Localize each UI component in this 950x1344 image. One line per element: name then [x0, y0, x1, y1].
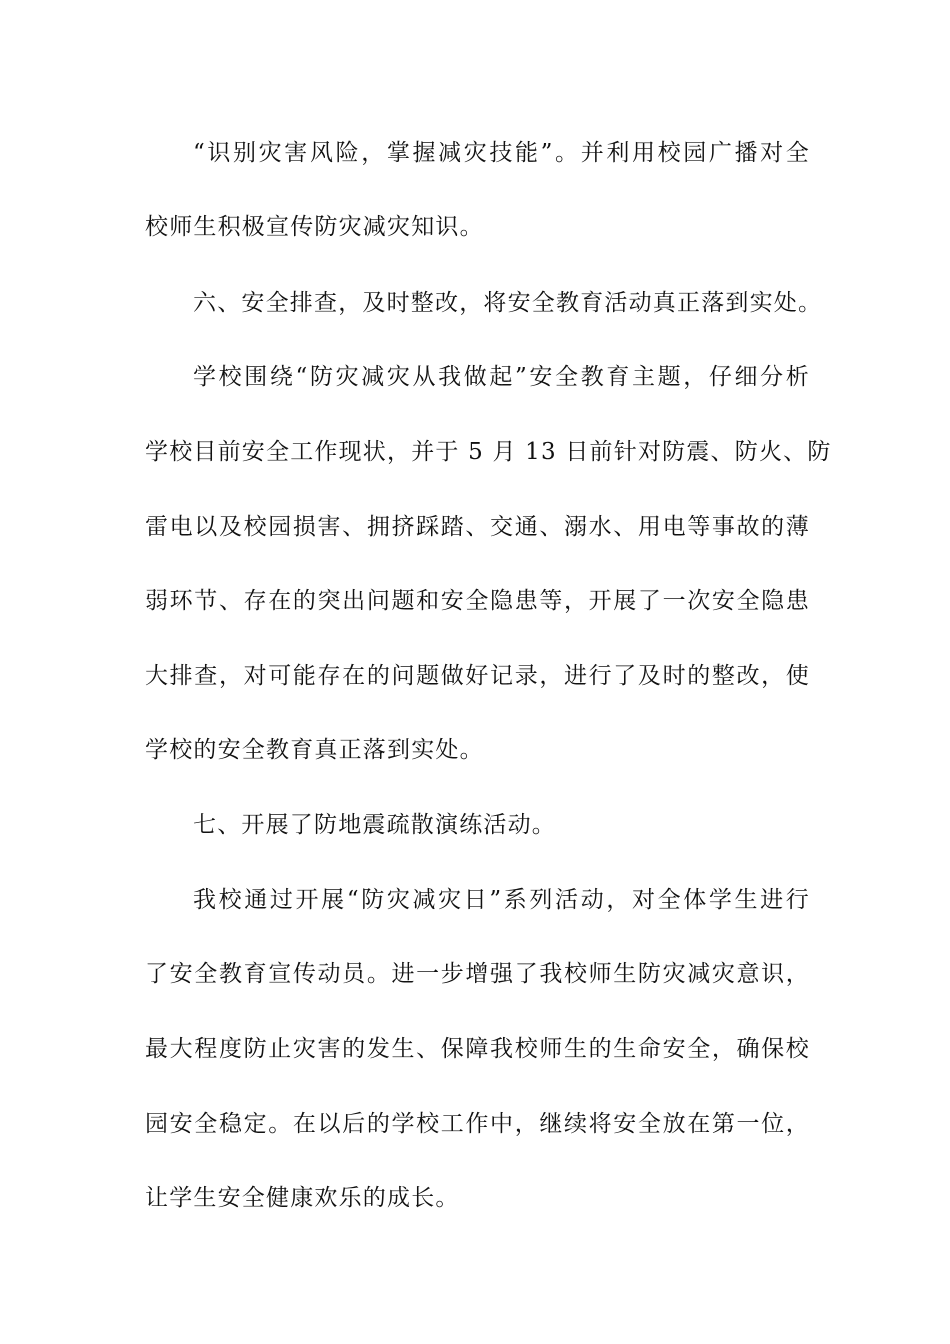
text-line: 大排查，对可能存在的问题做好记录，进行了及时的整改，使 — [145, 663, 810, 689]
text-line: 弱环节、存在的突出问题和安全隐患等，开展了一次安全隐患 — [145, 588, 810, 614]
section-heading: 六、安全排查，及时整改，将安全教育活动真正落到实处。 — [193, 290, 823, 316]
text-line: 了安全教育宣传动员。进一步增强了我校师生防灾减灾意识， — [145, 961, 810, 987]
text-line: 雷电以及校园损害、拥挤踩踏、交通、溺水、用电等事故的薄 — [145, 514, 810, 540]
text-line: 园安全稳定。在以后的学校工作中，继续将安全放在第一位， — [145, 1111, 810, 1137]
text-line: 让学生安全健康欢乐的成长。 — [145, 1185, 460, 1211]
text-line: 最大程度防止灾害的发生、保障我校师生的生命安全，确保校 — [145, 1036, 810, 1062]
section-heading: 七、开展了防地震疏散演练活动。 — [193, 812, 556, 838]
text-line: 学校的安全教育真正落到实处。 — [145, 737, 484, 763]
text-line: 学校围绕“防灾减灾从我做起”安全教育主题，仔细分析 — [193, 364, 810, 390]
text-line: 我校通过开展“防灾减灾日”系列活动，对全体学生进行 — [193, 887, 810, 913]
text-line: 学校目前安全工作现状，并于 5 月 13 日前针对防震、防火、防 — [145, 439, 832, 465]
text-line: 校师生积极宣传防灾减灾知识。 — [145, 214, 484, 240]
text-line: “识别灾害风险，掌握减灾技能”。并利用校园广播对全 — [193, 140, 810, 166]
